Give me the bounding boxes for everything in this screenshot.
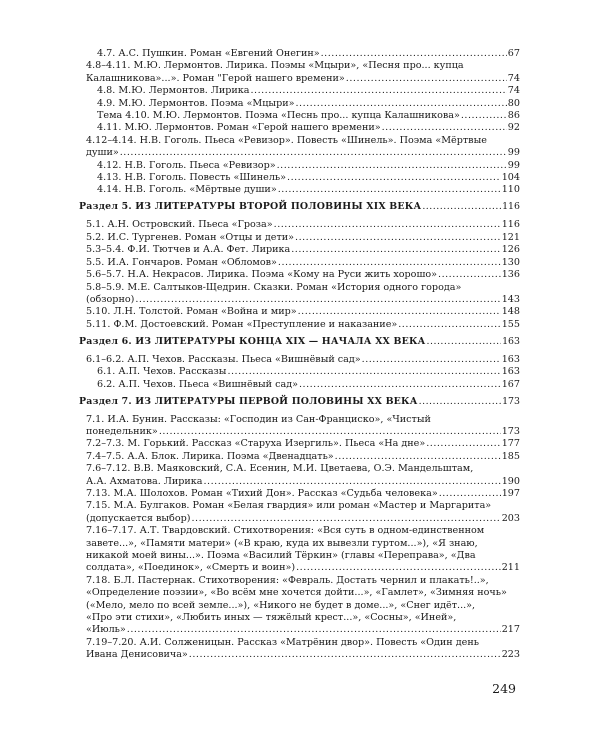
- toc-page-number: 116: [502, 201, 520, 213]
- dot-leader: [135, 294, 500, 306]
- dot-leader: [438, 269, 501, 281]
- toc-entry-text: 5.3–5.4. Ф.И. Тютчев и А.А. Фет. Лирика: [86, 244, 291, 256]
- dot-leader: [227, 366, 500, 378]
- toc-page-number: 136: [501, 269, 520, 281]
- toc-page-number: 211: [501, 562, 520, 574]
- toc-page-number: 167: [501, 378, 520, 390]
- dot-leader: [291, 244, 500, 256]
- toc-entry-text: 4.12. Н.В. Гоголь. Пьеса «Ревизор»: [97, 159, 276, 171]
- toc-entry-text: Тема 4.10. М.Ю. Лермонтов. Поэма «Песнь про... купца Калашникова»: [97, 110, 460, 122]
- toc-entry-text: 4.12–4.14. Н.В. Гоголь. Пьеса «Ревизор». Повесть «Шинель». Поэма «Мёртвые: [86, 134, 487, 146]
- toc-entry-text: 7.6–7.12. В.В. Маяковский, С.А. Есенин, М.И. Цветаева, О.Э. Мандельштам,: [86, 463, 474, 475]
- dot-leader: [192, 513, 501, 525]
- toc-entry-text: 5.8–5.9. М.Е. Салтыков-Щедрин. Сказки. Роман «История одного города»: [86, 281, 462, 293]
- toc-page-number: 99: [507, 159, 520, 171]
- toc-page-number: 163: [501, 353, 520, 365]
- toc-page-number: 197: [501, 487, 520, 499]
- toc-entry-text: 4.7. А.С. Пушкин. Роман «Евгений Онегин»: [97, 48, 320, 59]
- dot-leader: [274, 219, 501, 231]
- toc-page-number: 130: [501, 256, 520, 268]
- dot-leader: [419, 396, 501, 408]
- toc-entry: [79, 354, 520, 366]
- dot-leader: [189, 649, 501, 661]
- toc-entry: [79, 219, 520, 231]
- toc-page-number: 126: [501, 244, 520, 256]
- toc-section-heading: [79, 336, 520, 348]
- dot-leader: [346, 73, 507, 85]
- toc-entry-text: 7.4–7.5. А.А. Блок. Лирика. Поэма «Двенадцать»: [86, 450, 334, 462]
- toc-page-number: 148: [501, 306, 520, 318]
- toc-entry: [79, 110, 520, 122]
- toc-page-number: 116: [501, 219, 520, 231]
- toc-entry: [79, 257, 520, 269]
- toc-entry-text: Раздел 6. ИЗ ЛИТЕРАТУРЫ КОНЦА XIX — НАЧАЛА XX ВЕКА: [79, 335, 426, 347]
- toc-entry: [79, 366, 520, 378]
- toc-page-number: 173: [502, 395, 520, 407]
- toc-page-number: 155: [501, 318, 520, 330]
- toc-entry-text: никакой моей вины...». Поэма «Василий Тёркин» (главы «Переправа», «Два: [86, 550, 476, 561]
- dot-leader: [295, 232, 501, 244]
- toc-page-number: 163: [501, 366, 520, 378]
- toc-page-number: 80: [507, 97, 520, 109]
- toc-entry: [79, 500, 520, 525]
- toc-entry: [79, 98, 520, 110]
- dot-leader: [278, 184, 501, 196]
- toc-section-heading: [79, 201, 520, 213]
- toc-page-number: 217: [501, 624, 520, 636]
- toc-page-number: 223: [501, 649, 520, 661]
- toc-page-number: 143: [501, 293, 520, 305]
- toc-entry-text: Раздел 5. ИЗ ЛИТЕРАТУРЫ ВТОРОЙ ПОЛОВИНЫ XIX ВЕКА: [79, 201, 422, 213]
- toc-entry-text: «Определение поэзии», «Во всём мне хочется дойти...», «Гамлет», «Зимняя ночь»: [86, 587, 507, 599]
- toc-entry-text: А.А. Ахматова. Лирика: [86, 475, 203, 487]
- toc-entry: [79, 85, 520, 97]
- toc-page-number: 104: [501, 172, 520, 184]
- toc-entry-text: (обзорно): [86, 293, 135, 305]
- toc-entry-text: Калашникова»...». Роман "Герой нашего времени»: [86, 72, 345, 84]
- toc-entry-text: 4.8–4.11. М.Ю. Лермонтов. Лирика. Поэмы «Мцыри», «Песня про... купца: [86, 60, 464, 72]
- toc-entry-text: души»: [86, 147, 119, 159]
- page-number: 249: [492, 681, 516, 696]
- toc-entry-text: понедельник»: [86, 425, 158, 437]
- toc-entry-text: солдата», «Поединок», «Смерть и воин»): [86, 562, 296, 574]
- toc-entry-text: 5.6–5.7. Н.А. Некрасов. Лирика. Поэма «Кому на Руси жить хорошо»: [86, 269, 438, 281]
- dot-leader: [250, 85, 506, 97]
- toc-page-number: 99: [507, 147, 520, 159]
- toc-entry: [79, 463, 520, 488]
- toc-entry-text: 5.10. Л.Н. Толстой. Роман «Война и мир»: [86, 306, 297, 318]
- toc-entry-text: 6.1. А.П. Чехов. Рассказы: [97, 366, 227, 378]
- toc-entry-text: 7.13. М.А. Шолохов. Роман «Тихий Дон». Рассказ «Судьба человека»: [86, 487, 438, 499]
- toc-entry: [79, 269, 520, 281]
- toc-entry: [79, 414, 520, 439]
- toc-entry: [79, 60, 520, 85]
- toc-entry-text: 4.13. Н.В. Гоголь. Повесть «Шинель»: [97, 172, 287, 184]
- dot-leader: [461, 110, 507, 122]
- toc-entry: [79, 184, 520, 196]
- toc-entry-text: 7.16–7.17. А.Т. Твардовский. Стихотворения: «Вся суть в одном-единственном: [86, 525, 485, 537]
- toc-entry: [79, 438, 520, 450]
- toc-entry-text: завете...», «Памяти матери» («В краю, куда их вывезли гуртом...»), «Я знаю,: [86, 537, 478, 549]
- toc-entry: [79, 319, 520, 331]
- toc-entry-text: 7.18. Б.Л. Пастернак. Стихотворения: «Февраль. Достать чернил и плакать!..»,: [86, 574, 489, 586]
- dot-leader: [278, 257, 501, 269]
- toc-page-number: 185: [501, 450, 520, 462]
- dot-leader: [127, 624, 501, 636]
- dot-leader: [439, 488, 501, 500]
- toc-entry: [79, 172, 520, 184]
- toc-entry: [79, 488, 520, 500]
- toc-entry-text: 5.1. А.Н. Островский. Пьеса «Гроза»: [86, 219, 273, 231]
- dot-leader: [398, 319, 500, 331]
- toc-entry-text: (допускается выбор): [86, 512, 191, 524]
- toc-page-number: 190: [501, 475, 520, 487]
- toc-entry: [79, 525, 520, 575]
- toc-page-number: 173: [501, 425, 520, 437]
- dot-leader: [204, 476, 501, 488]
- dot-leader: [287, 172, 501, 184]
- dot-leader: [422, 201, 501, 213]
- toc-entry: [79, 282, 520, 307]
- toc-entry-text: 5.2. И.С. Тургенев. Роман «Отцы и дети»: [86, 231, 295, 243]
- toc-entry-text: Раздел 7. ИЗ ЛИТЕРАТУРЫ ПЕРВОЙ ПОЛОВИНЫ XX ВЕКА: [79, 395, 418, 407]
- dot-leader: [159, 426, 501, 438]
- toc-entry: [79, 244, 520, 256]
- toc-page-number: 86: [507, 110, 520, 122]
- dot-leader: [295, 98, 506, 110]
- toc-entry: [79, 637, 520, 662]
- toc-entry: [79, 160, 520, 172]
- toc-page-number: 163: [502, 335, 520, 347]
- dot-leader: [298, 306, 501, 318]
- toc-entry-text: 4.8. М.Ю. Лермонтов. Лирика: [97, 85, 250, 97]
- dot-leader: [427, 336, 502, 348]
- toc-page-number: 92: [507, 122, 520, 134]
- toc-entry-text: 6.2. А.П. Чехов. Пьеса «Вишнёвый сад»: [97, 378, 298, 390]
- toc-entry: [79, 122, 520, 134]
- dot-leader: [362, 354, 501, 366]
- toc-entry-text: 5.11. Ф.М. Достоевский. Роман «Преступление и наказание»: [86, 318, 398, 330]
- toc-entry-text: 7.2–7.3. М. Горький. Рассказ «Старуха Изергиль». Пьеса «На дне»: [86, 438, 426, 450]
- toc-entry: [79, 379, 520, 391]
- toc-entry: [79, 232, 520, 244]
- dot-leader: [335, 451, 501, 463]
- toc-page-number: 74: [507, 85, 520, 97]
- toc-entry-text: 5.5. И.А. Гончаров. Роман «Обломов»: [86, 256, 277, 268]
- toc-page-number: 74: [507, 72, 520, 84]
- dot-leader: [321, 48, 507, 60]
- toc-entry-text: 4.14. Н.В. Гоголь. «Мёртвые души»: [97, 184, 277, 196]
- dot-leader: [426, 438, 500, 450]
- toc-page-number: 177: [501, 438, 520, 450]
- toc-page-number: 67: [507, 48, 520, 59]
- toc-page-number: 110: [501, 184, 520, 196]
- table-of-contents: [79, 48, 520, 662]
- toc-entry: [79, 306, 520, 318]
- toc-section-heading: [79, 396, 520, 408]
- dot-leader: [296, 562, 501, 574]
- toc-entry-text: («Мело, мело по всей земле...»), «Никого не будет в доме...», «Снег идёт...»,: [86, 599, 476, 611]
- toc-entry-text: 7.19–7.20. А.И. Солженицын. Рассказ «Матрёнин двор». Повесть «Один день: [86, 636, 479, 648]
- toc-entry: [79, 48, 520, 60]
- toc-entry-text: Ивана Денисовича»: [86, 649, 188, 661]
- toc-page-number: 203: [501, 512, 520, 524]
- toc-entry-text: 7.15. М.А. Булгаков. Роман «Белая гвардия» или роман «Мастер и Маргарита»: [86, 500, 492, 512]
- toc-entry: [79, 575, 520, 637]
- toc-page-number: 121: [501, 231, 520, 243]
- toc-entry-text: 4.9. М.Ю. Лермонтов. Поэма «Мцыри»: [97, 97, 295, 109]
- toc-entry-text: 4.11. М.Ю. Лермонтов. Роман «Герой нашего времени»: [97, 122, 381, 134]
- dot-leader: [277, 160, 507, 172]
- toc-entry-text: «Июль»: [86, 624, 126, 636]
- dot-leader: [382, 122, 507, 134]
- toc-entry-text: 6.1–6.2. А.П. Чехов. Рассказы. Пьеса «Вишнёвый сад»: [86, 353, 361, 365]
- toc-entry: [79, 135, 520, 160]
- dot-leader: [120, 147, 507, 159]
- toc-entry: [79, 451, 520, 463]
- dot-leader: [299, 379, 501, 391]
- toc-entry-text: 7.1. И.А. Бунин. Рассказы: «Господин из Сан-Франциско», «Чистый: [86, 413, 431, 425]
- toc-entry-text: «Про эти стихи», «Любить иных — тяжёлый крест...», «Сосны», «Иней»,: [86, 612, 457, 624]
